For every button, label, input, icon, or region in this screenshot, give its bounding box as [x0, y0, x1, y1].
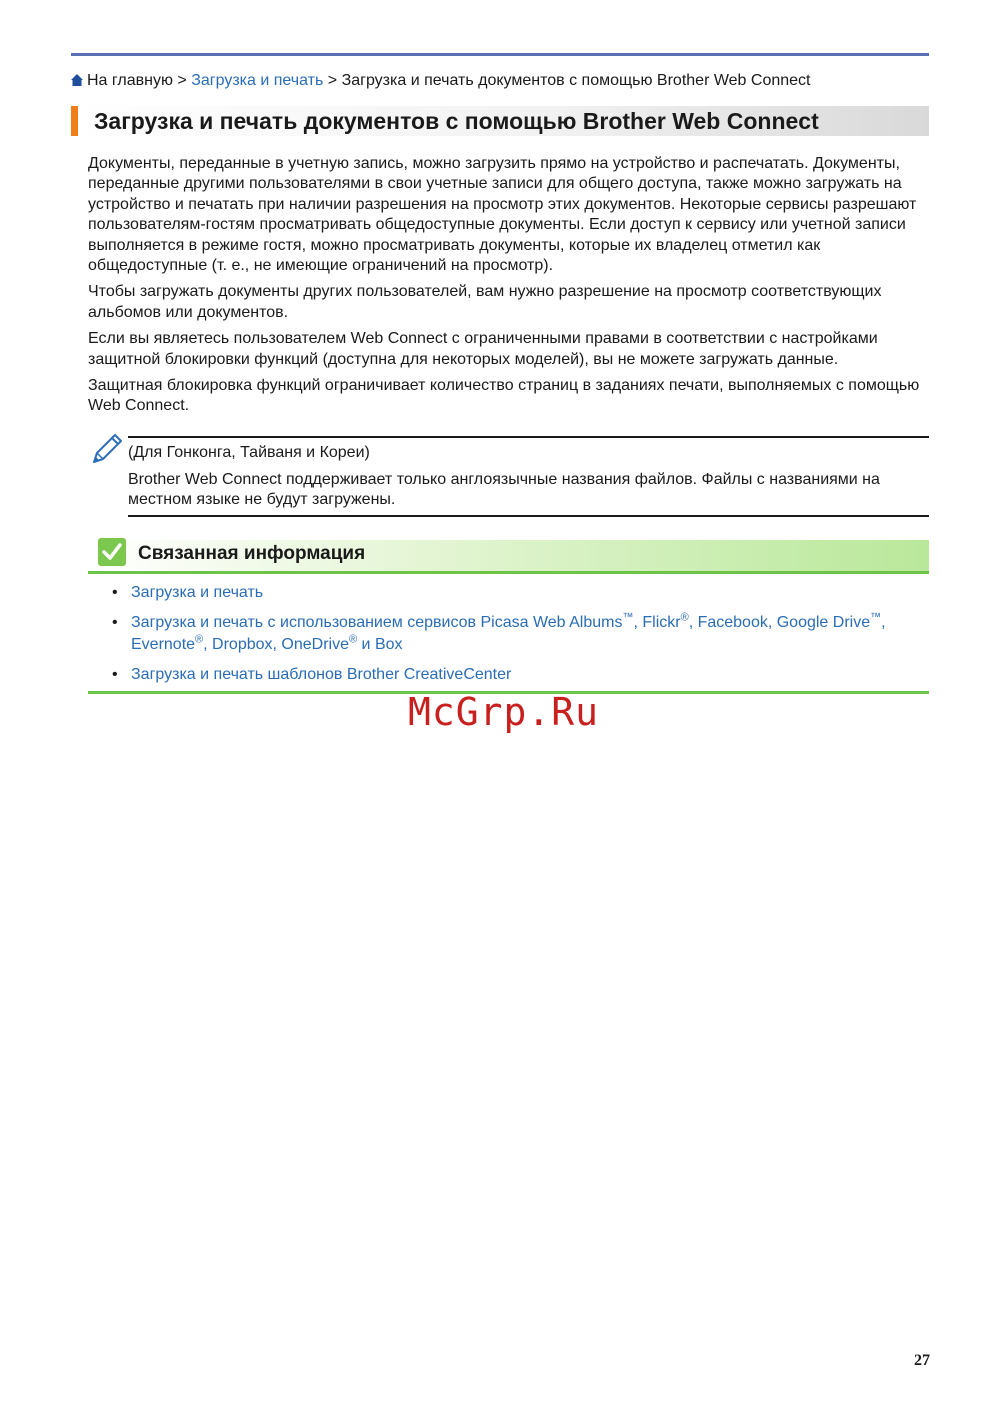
breadcrumb-current: Загрузка и печать документов с помощью Brother Web Connect	[341, 72, 811, 89]
registered-mark: ®	[195, 633, 204, 646]
body-text	[88, 154, 933, 423]
paragraph: Защитная блокировка функций ограничивает количество страниц в заданиях печати, выполняемых с помощью Web Connect.	[88, 377, 920, 415]
list-bullet: •	[112, 614, 118, 631]
link-text: Загрузка и печать с использованием сервисов Picasa Web Albums	[131, 614, 623, 631]
paragraph: Если вы являетесь пользователем Web Connect с ограниченными правами в соответствии с настройками защитной блокировки функций (доступна для некоторых моделей), вы не можете загружать данные.	[88, 330, 878, 368]
registered-mark: ®	[680, 611, 689, 624]
breadcrumb-separator: >	[327, 72, 338, 89]
list-item	[112, 582, 902, 604]
title-accent-bar	[71, 106, 78, 136]
list-item	[112, 664, 902, 686]
link-text: , Flickr	[633, 614, 681, 631]
top-rule	[71, 53, 929, 56]
related-links-list	[112, 582, 902, 694]
link-text: , Evernote	[131, 614, 886, 653]
note-box	[88, 430, 929, 520]
list-item	[112, 612, 902, 656]
breadcrumb-home[interactable]: На главную	[87, 72, 173, 89]
trademark-mark: ™	[870, 611, 882, 624]
note-rule-bottom	[128, 515, 929, 517]
registered-mark: ®	[349, 633, 358, 646]
list-bullet: •	[112, 584, 118, 601]
note-title: (Для Гонконга, Тайваня и Кореи)	[128, 444, 370, 461]
paragraph: Документы, переданные в учетную запись, можно загрузить прямо на устройство и распечатать. Документы, переданные другими пользователями в свои учетные записи для общего доступа, также можно загружать на устройство и печатать при наличии разрешения на просмотр этих документов. Некоторые сервисы разрешают пользователям-гостям просматривать общедоступные документы. Если доступ к сервису или учетной записи выполняется в режиме гостя, можно просматривать документы, которые их владелец отметил как общедоступные (т. е., не имеющие ограничений на просмотр).	[88, 155, 917, 275]
related-link-print-upload[interactable]: Загрузка и печать	[131, 584, 264, 601]
link-text: , Dropbox, OneDrive	[203, 636, 349, 653]
breadcrumb	[71, 71, 811, 91]
paragraph: Чтобы загружать документы других пользователей, вам нужно разрешение на просмотр соответствующих альбомов или документов.	[88, 283, 882, 321]
home-icon	[71, 74, 83, 86]
note-body: Brother Web Connect поддерживает только англоязычные названия файлов. Файлы с названиями на местном языке не будут загружены.	[128, 471, 880, 509]
list-bullet: •	[112, 666, 118, 683]
note-rule-top	[128, 436, 929, 438]
related-info-title: Связанная информация	[138, 543, 366, 564]
watermark: McGrp.Ru	[408, 690, 600, 734]
related-link-services[interactable]	[131, 611, 886, 653]
page-title: Загрузка и печать документов с помощью Brother Web Connect	[94, 108, 819, 134]
page-number: 27	[914, 1352, 930, 1369]
link-text: , Facebook, Google Drive	[688, 614, 871, 631]
related-info-header	[88, 540, 929, 571]
related-info-rule	[88, 571, 929, 574]
link-text: и Box	[357, 636, 403, 653]
checkmark-icon	[98, 538, 126, 566]
page-title-bar	[71, 106, 929, 136]
related-link-creativecenter[interactable]: Загрузка и печать шаблонов Brother CreativeCenter	[131, 666, 512, 683]
breadcrumb-parent-link[interactable]: Загрузка и печать	[191, 72, 324, 89]
pencil-icon	[90, 432, 124, 466]
breadcrumb-separator: >	[177, 72, 187, 89]
trademark-mark: ™	[622, 611, 634, 624]
